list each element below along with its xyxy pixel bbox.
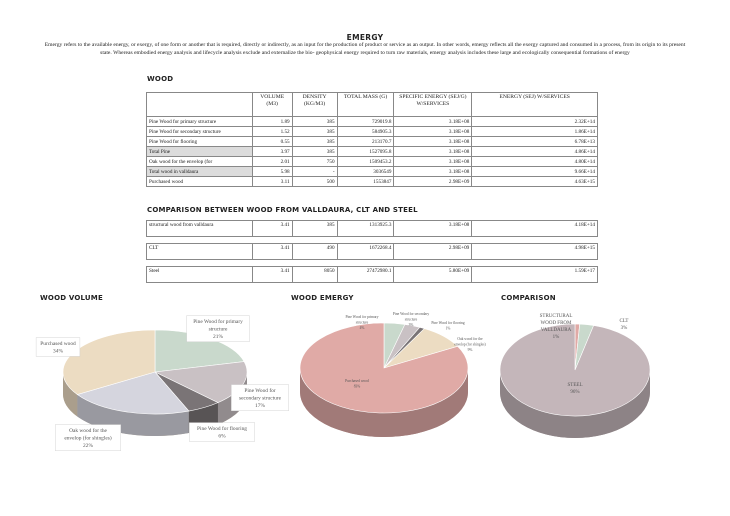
comparison-chart-heading: COMPARISON bbox=[501, 294, 556, 302]
cell-mass: 1509453.2 bbox=[337, 157, 394, 167]
cell-specific: 3.18E+08 bbox=[394, 221, 472, 237]
cell-volume: 3.97 bbox=[252, 147, 292, 157]
cell-energy: 4.98E+15 bbox=[472, 244, 598, 260]
wood-volume-heading: WOOD VOLUME bbox=[40, 294, 103, 302]
cell-volume: 3.41 bbox=[252, 244, 292, 260]
wood-heading: WOOD bbox=[147, 75, 174, 83]
cell-mass: 1527095.8 bbox=[337, 147, 394, 157]
cell-energy: 1.86E+14 bbox=[472, 127, 598, 137]
cell-specific: 3.18E+08 bbox=[394, 117, 472, 127]
cell-label: structural wood from valldaura bbox=[147, 221, 253, 237]
pie-label: VALLDAURA bbox=[540, 328, 572, 333]
pie-label: Pine Wood for bbox=[244, 388, 276, 394]
cell-energy: 4.63E+15 bbox=[472, 177, 598, 187]
pie-label: 96% bbox=[570, 390, 580, 395]
pie-label: STRUCTURAL bbox=[539, 314, 573, 319]
cell-density: 385 bbox=[292, 221, 337, 237]
pie-label: STEEL bbox=[567, 383, 583, 388]
pie-slice bbox=[500, 324, 650, 416]
pie-chart-0 bbox=[36, 316, 289, 451]
cell-mass: 1672268.4 bbox=[337, 244, 394, 260]
cell-density: 750 bbox=[292, 157, 337, 167]
cell-label: Steel bbox=[147, 267, 253, 283]
cell-mass: 1553847 bbox=[337, 177, 394, 187]
pie-label: Pine Wood for flooring bbox=[431, 321, 465, 325]
pie-label: 6% bbox=[218, 433, 226, 440]
pie-label: Oak wood for the bbox=[457, 337, 483, 341]
cell-specific: 2.98E+09 bbox=[394, 244, 472, 260]
cell-label: CLT bbox=[147, 244, 253, 260]
pie-label: 3% bbox=[408, 323, 414, 328]
intro-paragraph: Emergy refers to the available energy, or exergy, of one form or another that is required, directly or indirectly, as an input for the production of product or service as an output. In other words, emergy reflects all the exergy captured and consumed in a process, from its origin to its present state. Whereas embodied energy analysis and lifecycle analysis exclude and externalize the bio- geophysical energy required to turn raw materials, emergy analysis includes these large and ecologically consequential formations of energy bbox=[44, 42, 686, 56]
page-title: EMERGY bbox=[346, 33, 384, 42]
cell-label: Oak wood for the envelop (for bbox=[147, 157, 253, 167]
cell-energy: 9.66E+14 bbox=[472, 167, 598, 177]
pie-label: 34% bbox=[53, 348, 63, 355]
pie-label: 3% bbox=[620, 326, 628, 331]
pie-label: 21% bbox=[213, 333, 223, 340]
cell-energy: 6.78E+13 bbox=[472, 137, 598, 147]
cell-mass: 213170.7 bbox=[337, 137, 394, 147]
pie-label: structure bbox=[355, 320, 369, 325]
cell-mass: 3036549 bbox=[337, 167, 394, 177]
pie-label: 1% bbox=[552, 335, 560, 340]
cell-label: Purchased wood bbox=[147, 177, 253, 187]
cell-density: 500 bbox=[292, 177, 337, 187]
pie-label: structure bbox=[208, 326, 228, 333]
cell-volume: 3.41 bbox=[252, 221, 292, 237]
comparison-heading: COMPARISON BETWEEN WOOD FROM VALLDAURA, CLT AND STEEL bbox=[147, 206, 418, 214]
pie-label: Purchased wood bbox=[40, 341, 76, 347]
cell-density: 385 bbox=[292, 147, 337, 157]
cell-mass: 729019.8 bbox=[337, 117, 394, 127]
cell-specific: 5.80E+09 bbox=[394, 267, 472, 283]
cell-volume: 3.41 bbox=[252, 267, 292, 283]
pie-chart-2 bbox=[500, 314, 650, 438]
col-mass: TOTAL MASS (G) bbox=[337, 93, 394, 117]
cell-specific: 3.18E+08 bbox=[394, 167, 472, 177]
pie-label: secondary structure bbox=[238, 395, 282, 402]
col-density: DENSITY (KG/M3) bbox=[292, 93, 337, 117]
cell-label: Total Pine bbox=[147, 147, 253, 157]
col-specific: SPECIFIC ENERGY (SEJ/G) W/SERVICES bbox=[394, 93, 472, 117]
pie-label: 1% bbox=[445, 326, 451, 331]
cell-density: 385 bbox=[292, 137, 337, 147]
cell-energy: 2.32E+14 bbox=[472, 117, 598, 127]
pie-label: 4% bbox=[359, 326, 365, 331]
pie-label: Pine Wood for primary bbox=[345, 315, 379, 319]
cell-volume: 1.52 bbox=[252, 127, 292, 137]
cell-label: Pine Wood for flooring bbox=[147, 137, 253, 147]
cell-density: 490 bbox=[292, 244, 337, 260]
cell-volume: 3.11 bbox=[252, 177, 292, 187]
pie-label: envelop (for shingles) bbox=[64, 435, 112, 442]
cell-label: Pine Wood for secondary structure bbox=[147, 127, 253, 137]
cell-density: - bbox=[292, 167, 337, 177]
pie-label: 9% bbox=[467, 348, 473, 353]
cell-volume: 1.89 bbox=[252, 117, 292, 127]
pie-label: structure bbox=[404, 317, 418, 322]
cell-energy: 4.18E+14 bbox=[472, 221, 598, 237]
pie-label: envelop (for shingles) bbox=[454, 342, 486, 347]
cell-density: 385 bbox=[292, 117, 337, 127]
pie-label: Pine Wood for secondary bbox=[392, 312, 430, 316]
pie-label: 17% bbox=[255, 402, 265, 409]
cell-mass: 584905.3 bbox=[337, 127, 394, 137]
cell-volume: 0.55 bbox=[252, 137, 292, 147]
pie-label: 22% bbox=[83, 442, 93, 449]
cell-energy: 4.80E+14 bbox=[472, 157, 598, 167]
pie-label: 83% bbox=[353, 384, 361, 389]
cell-energy: 1.59E+17 bbox=[472, 267, 598, 283]
cell-label: Pine Wood for primary structure bbox=[147, 117, 253, 127]
cell-volume: 5.98 bbox=[252, 167, 292, 177]
cell-energy: 4.86E+14 bbox=[472, 147, 598, 157]
pie-label: Pine Wood for primary bbox=[193, 319, 243, 325]
col-volume: VOLUME (M3) bbox=[252, 93, 292, 117]
pie-label: WOOD FROM bbox=[540, 321, 572, 326]
cell-label: Total wood in valldaura bbox=[147, 167, 253, 177]
cell-density: 8050 bbox=[292, 267, 337, 283]
cell-specific: 3.18E+08 bbox=[394, 147, 472, 157]
cell-mass: 27472980.1 bbox=[337, 267, 394, 283]
cell-mass: 1313925.3 bbox=[337, 221, 394, 237]
pie-label: Purchased wood bbox=[345, 379, 369, 383]
cell-specific: 2.98E+09 bbox=[394, 177, 472, 187]
cell-specific: 3.18E+08 bbox=[394, 137, 472, 147]
cell-volume: 2.01 bbox=[252, 157, 292, 167]
pie-label: Oak wood for the bbox=[69, 428, 107, 434]
pie-chart-1 bbox=[300, 312, 487, 437]
pie-label: CLT bbox=[619, 319, 629, 324]
cell-specific: 3.18E+08 bbox=[394, 157, 472, 167]
wood-emergy-heading: WOOD EMERGY bbox=[291, 294, 354, 302]
cell-specific: 3.18E+08 bbox=[394, 127, 472, 137]
pie-label: Pine Wood for flooring bbox=[197, 426, 247, 432]
col-energy: ENERGY (SEJ) W/SERVICES bbox=[472, 93, 598, 117]
cell-density: 385 bbox=[292, 127, 337, 137]
